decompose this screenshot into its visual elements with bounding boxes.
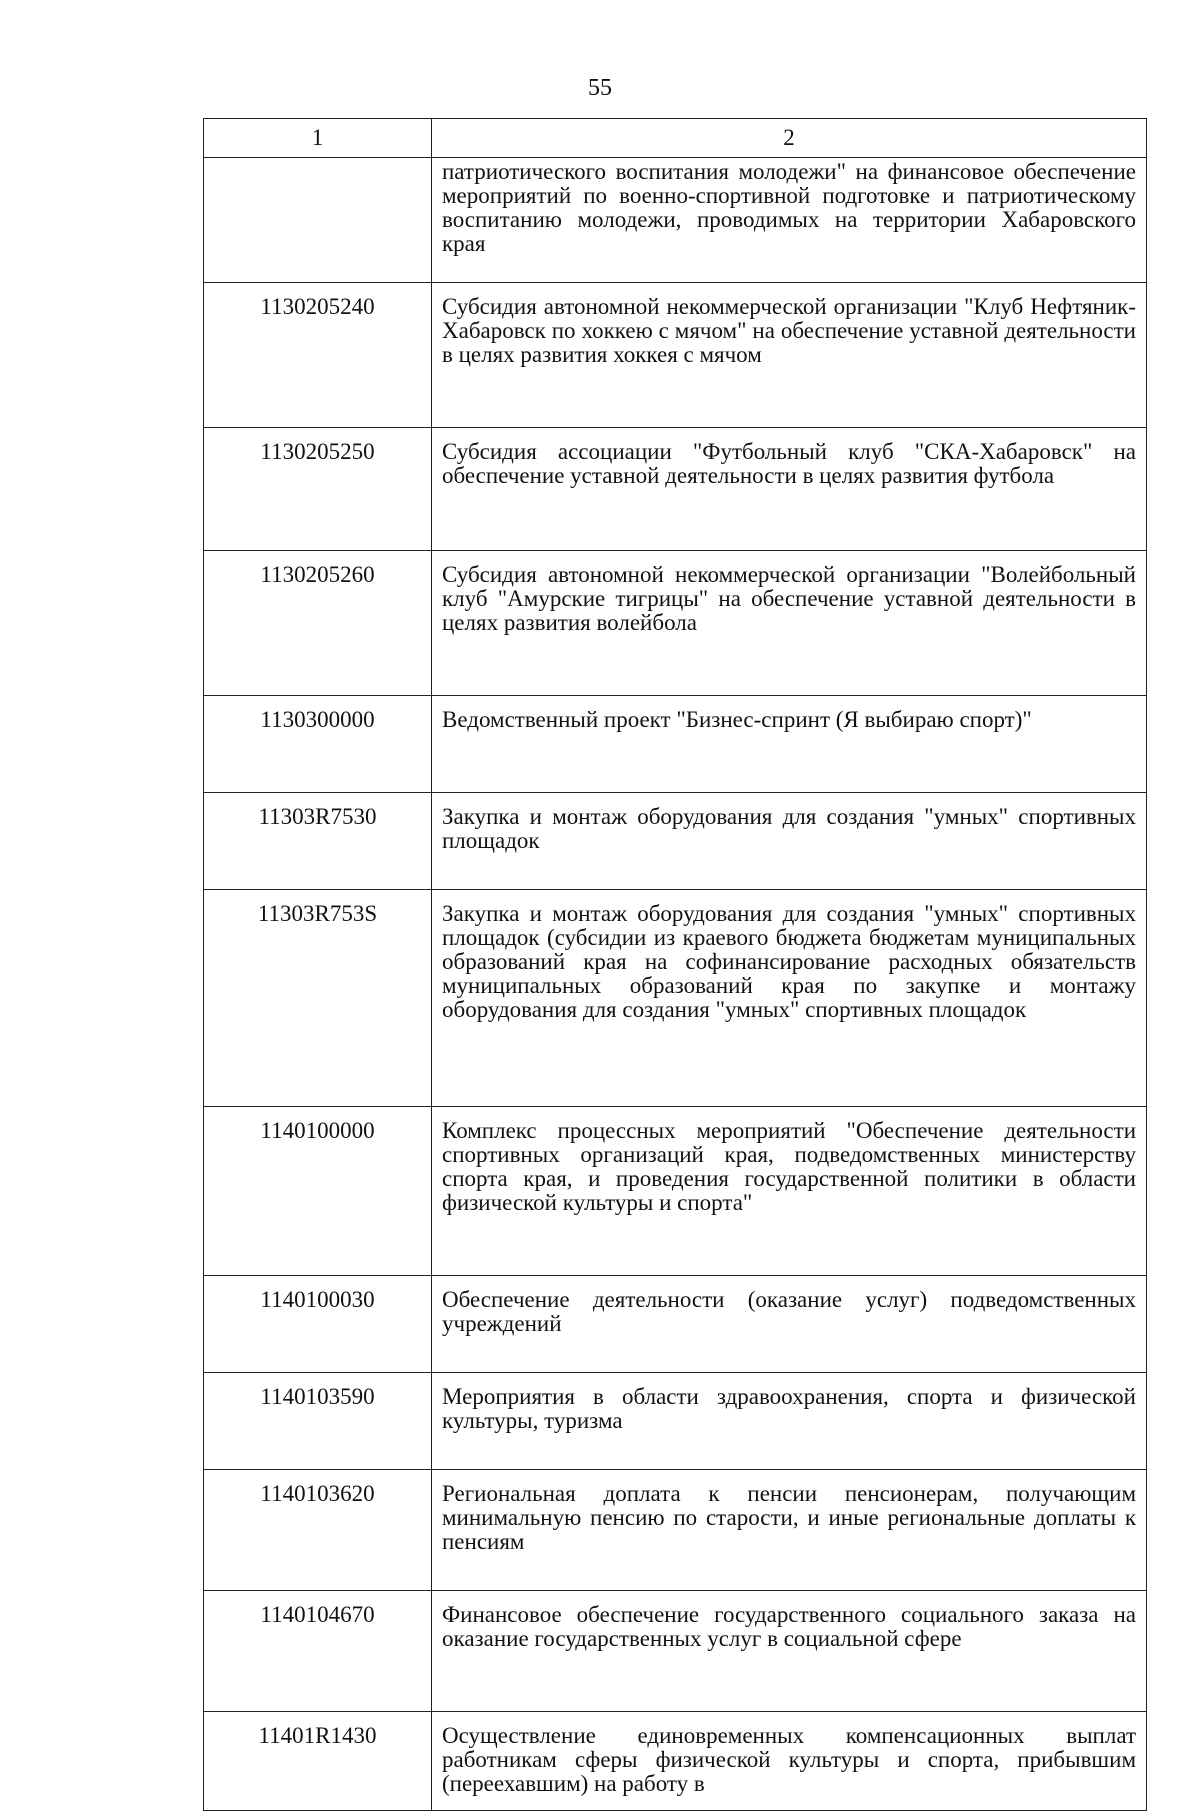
table-row	[204, 1107, 1147, 1276]
row-code: 1140103620	[204, 1470, 432, 1591]
table-row	[204, 1591, 1147, 1712]
row-description: Закупка и монтаж оборудования для создания "умных" спортивных площадок	[432, 793, 1147, 890]
row-code: 1130205260	[204, 551, 432, 696]
table-row	[204, 158, 1147, 283]
row-code: 11303R7530	[204, 793, 432, 890]
column-header-description: 2	[432, 119, 1147, 158]
row-description: Ведомственный проект "Бизнес-спринт (Я выбираю спорт)"	[432, 696, 1147, 793]
table-row	[204, 283, 1147, 428]
row-description: Осуществление единовременных компенсационных выплат работникам сферы физической культуры и спорта, прибывшим (переехавшим) на работу в	[432, 1712, 1147, 1811]
row-description: Мероприятия в области здравоохранения, спорта и физической культуры, туризма	[432, 1373, 1147, 1470]
table-row	[204, 1276, 1147, 1373]
row-description: Комплекс процессных мероприятий "Обеспечение деятельности спортивных организаций края, подведомственных министерству спорта края, и проведения государственной политики в области физической культуры и спорта"	[432, 1107, 1147, 1276]
table-row	[204, 890, 1147, 1107]
row-description: Финансовое обеспечение государственного социального заказа на оказание государственных услуг в социальной сфере	[432, 1591, 1147, 1712]
row-code: 11401R1430	[204, 1712, 432, 1811]
row-code: 1140104670	[204, 1591, 432, 1712]
row-description: Региональная доплата к пенсии пенсионерам, получающим минимальную пенсию по старости, и иные региональные доплаты к пенсиям	[432, 1470, 1147, 1591]
row-code	[204, 158, 432, 283]
row-code: 1130205250	[204, 428, 432, 551]
table-row	[204, 793, 1147, 890]
table-row	[204, 1470, 1147, 1591]
table-header-row	[204, 119, 1147, 158]
row-code: 11303R753S	[204, 890, 432, 1107]
table-row	[204, 428, 1147, 551]
column-header-code: 1	[204, 119, 432, 158]
budget-classification-table	[203, 118, 1147, 1811]
table-row	[204, 1373, 1147, 1470]
table-row	[204, 696, 1147, 793]
page-number: 55	[588, 75, 612, 101]
table-row	[204, 1712, 1147, 1811]
row-code: 1140103590	[204, 1373, 432, 1470]
row-description: Субсидия ассоциации "Футбольный клуб "СКА-Хабаровск" на обеспечение уставной деятельности в целях развития футбола	[432, 428, 1147, 551]
row-code: 1140100000	[204, 1107, 432, 1276]
row-code: 1140100030	[204, 1276, 432, 1373]
row-description: Субсидия автономной некоммерческой организации "Клуб Нефтяник-Хабаровск по хоккею с мячом" на обеспечение уставной деятельности в целях развития хоккея с мячом	[432, 283, 1147, 428]
row-code: 1130205240	[204, 283, 432, 428]
row-description: патриотического воспитания молодежи" на финансовое обеспечение мероприятий по военно-спортивной подготовке и патриотическому воспитанию молодежи, проводимых на территории Хабаровского края	[432, 158, 1147, 283]
row-code: 1130300000	[204, 696, 432, 793]
row-description: Обеспечение деятельности (оказание услуг) подведомственных учреждений	[432, 1276, 1147, 1373]
row-description: Субсидия автономной некоммерческой организации "Волейбольный клуб "Амурские тигрицы" на обеспечение уставной деятельности в целях развития волейбола	[432, 551, 1147, 696]
table-row	[204, 551, 1147, 696]
row-description: Закупка и монтаж оборудования для создания "умных" спортивных площадок (субсидии из краевого бюджета бюджетам муниципальных образований края на софинансирование расходных обязательств муниципальных образований края по закупке и монтажу оборудования для создания "умных" спортивных площадок	[432, 890, 1147, 1107]
